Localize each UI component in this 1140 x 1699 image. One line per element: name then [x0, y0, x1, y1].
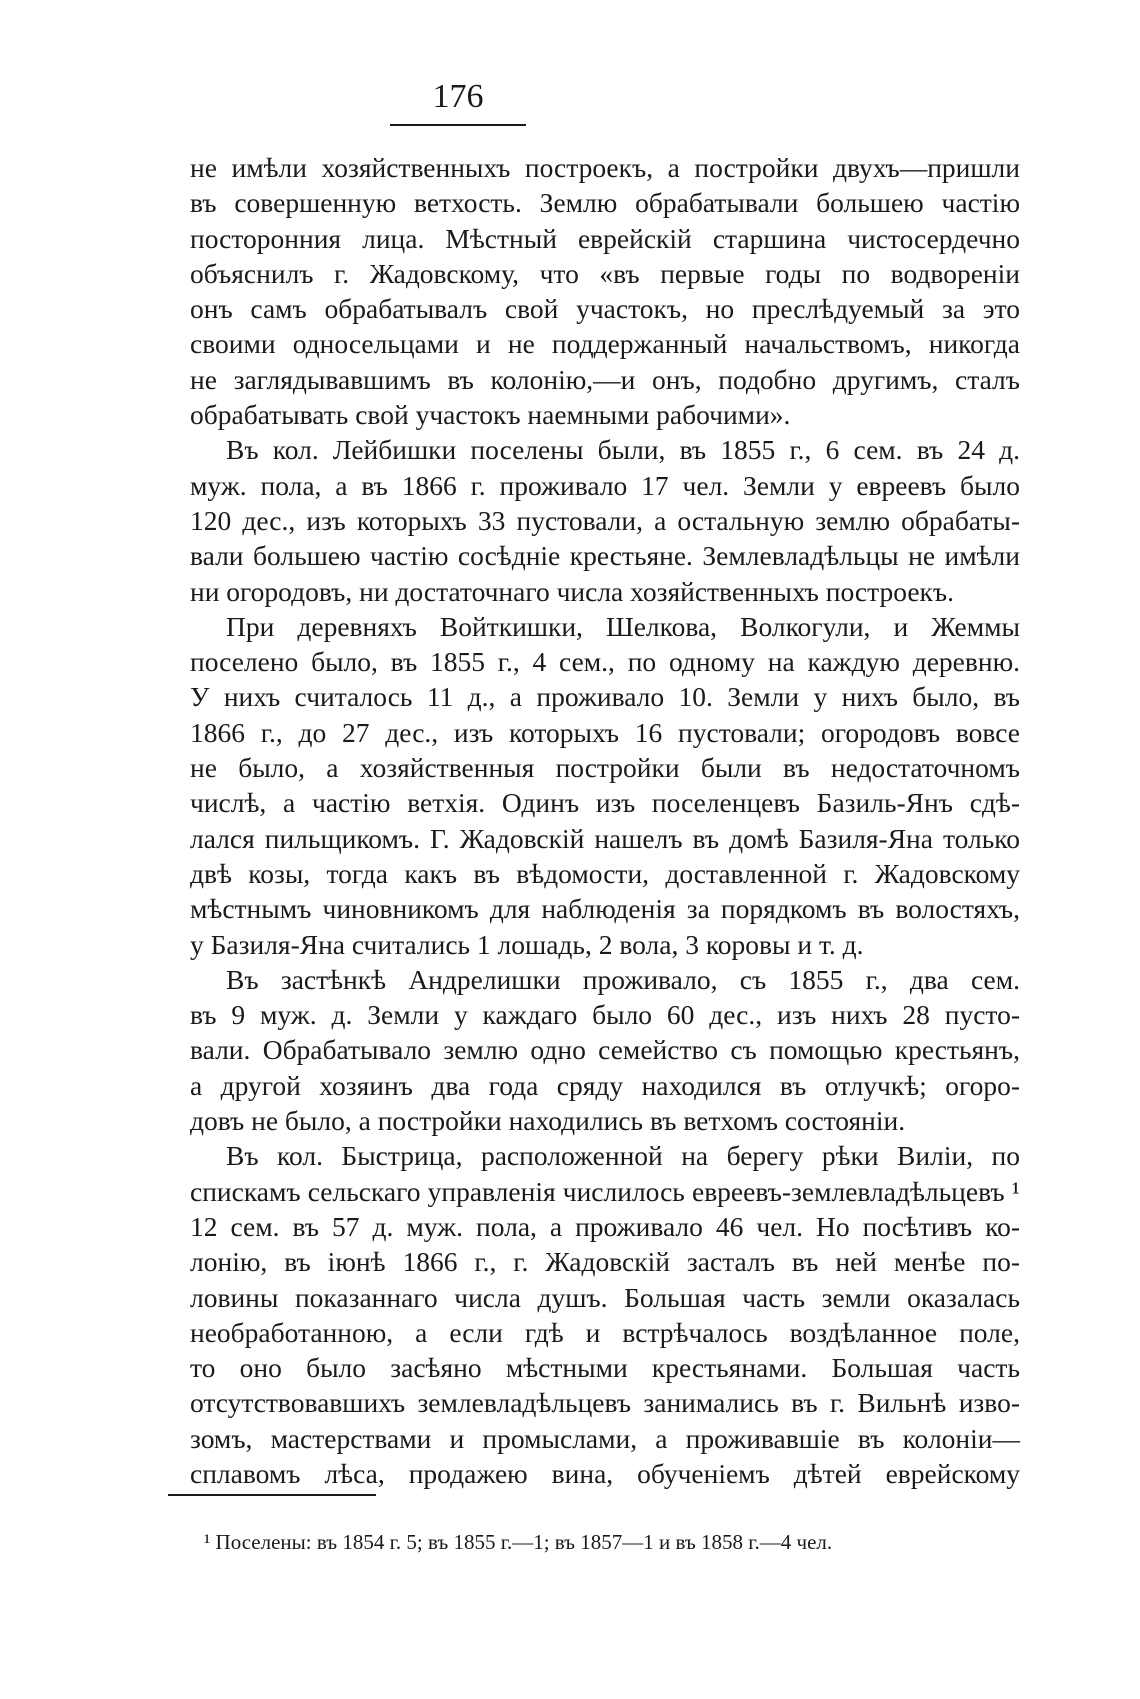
text-line: сплавомъ лѣса, продажею вина, обученіемъ дѣтей еврейскому — [190, 1457, 1020, 1489]
body-text — [190, 150, 1020, 1491]
text-line: Въ застѣнкѣ Андрелишки проживало, съ 1855 г., два сем. — [226, 963, 1020, 995]
text-line: поселено было, въ 1855 г., 4 сем., по одному на каждую деревню. — [190, 646, 1020, 678]
text-line: довъ не было, а постройки находились въ ветхомъ состояніи. — [190, 1105, 906, 1137]
text-line: Въ кол. Лейбишки поселены были, въ 1855 г., 6 сем. въ 24 д. — [226, 434, 1020, 466]
text-line: своими односельцами и не поддержанный начальствомъ, никогда — [190, 328, 1020, 360]
text-line: необработанною, а если гдѣ и встрѣчалось воздѣланное поле, — [190, 1316, 1020, 1348]
text-line: мѣстнымъ чиновникомъ для наблюденія за порядкомъ въ волостяхъ, — [190, 893, 1020, 925]
paragraph — [190, 962, 1020, 1138]
text-line: вали большею частію сосѣдніе крестьяне. Землевладѣльцы не имѣли — [190, 540, 1020, 572]
text-line: то оно было засѣяно мѣстными крестьянами. Большая часть — [190, 1352, 1020, 1384]
text-line: въ совершенную ветхость. Землю обрабатывали большею частію — [190, 187, 1020, 219]
text-line: не было, а хозяйственныя постройки были въ недостаточномъ — [190, 752, 1020, 784]
paragraph — [190, 432, 1020, 608]
text-line: муж. пола, а въ 1866 г. проживало 17 чел. Земли у евреевъ было — [190, 469, 1020, 501]
page-number: 176 — [390, 80, 526, 126]
text-line: не заглядывавшимъ въ колонію,—и онъ, подобно другимъ, сталъ — [190, 363, 1020, 395]
text-line: У нихъ считалось 11 д., а проживало 10. Земли у нихъ было, въ — [190, 681, 1020, 713]
text-line: лался пильщикомъ. Г. Жадовскій нашелъ въ домѣ Базиля-Яна только — [190, 822, 1020, 854]
text-line: вали. Обрабатывало землю одно семейство съ помощью крестьянъ, — [190, 1034, 1020, 1066]
text-line: зомъ, мастерствами и промыслами, а проживавшіе въ колоніи— — [190, 1422, 1020, 1454]
text-line: посторонния лица. Мѣстный еврейскій старшина чистосердечно — [190, 222, 1020, 254]
text-line: онъ самъ обрабатывалъ свой участокъ, но преслѣдуемый за это — [190, 293, 1020, 325]
paragraph — [190, 1138, 1020, 1491]
text-line: Въ кол. Быстрица, расположенной на берегу рѣки Виліи, по — [226, 1140, 1020, 1172]
text-line: ни огородовъ, ни достаточнаго числа хозяйственныхъ построекъ. — [190, 575, 954, 607]
page — [190, 80, 1020, 1491]
text-line: При деревняхъ Войткишки, Шелкова, Волкогули, и Жеммы — [226, 610, 1020, 642]
text-line: 1866 г., до 27 дес., изъ которыхъ 16 пустовали; огородовъ вовсе — [190, 716, 1020, 748]
text-line: ловины показаннаго числа душъ. Большая часть земли оказалась — [190, 1281, 1020, 1313]
text-line: у Базиля-Яна считались 1 лошадь, 2 вола, 3 коровы и т. д. — [190, 928, 864, 960]
text-line: отсутствовавшихъ землевладѣльцевъ занимались въ г. Вильнѣ изво- — [190, 1387, 1020, 1419]
paragraph — [190, 609, 1020, 962]
text-line: 12 сем. въ 57 д. муж. пола, а проживало 46 чел. Но посѣтивъ ко- — [190, 1210, 1020, 1242]
text-line: спискамъ сельскаго управленія числилось евреевъ-землевладѣльцевъ ¹ — [190, 1175, 1020, 1207]
text-line: объяснилъ г. Жадовскому, что «въ первые годы по водвореніи — [190, 257, 1020, 289]
footnote: ¹ Поселены: въ 1854 г. 5; въ 1855 г.—1; въ 1857—1 и въ 1858 г.—4 чел. — [204, 1530, 833, 1554]
text-line: числѣ, а частію ветхія. Одинъ изъ поселенцевъ Базиль-Янъ сдѣ- — [190, 787, 1020, 819]
text-line: не имѣли хозяйственныхъ построекъ, а постройки двухъ—пришли — [190, 152, 1020, 183]
text-line: а другой хозяинъ два года сряду находился въ отлучкѣ; огоро- — [190, 1069, 1020, 1101]
text-line: лонію, въ іюнѣ 1866 г., г. Жадовскій засталъ въ ней менѣе по- — [190, 1246, 1020, 1278]
text-line: обрабатывать свой участокъ наемными рабочими». — [190, 399, 791, 431]
footnote-divider — [168, 1494, 376, 1496]
text-line: двѣ козы, тогда какъ въ вѣдомости, доставленной г. Жадовскому — [190, 857, 1020, 889]
text-line: 120 дес., изъ которыхъ 33 пустовали, а остальную землю обрабаты- — [190, 504, 1020, 536]
paragraph — [190, 150, 1020, 432]
text-line: въ 9 муж. д. Земли у каждаго было 60 дес., изъ нихъ 28 пусто- — [190, 999, 1020, 1031]
